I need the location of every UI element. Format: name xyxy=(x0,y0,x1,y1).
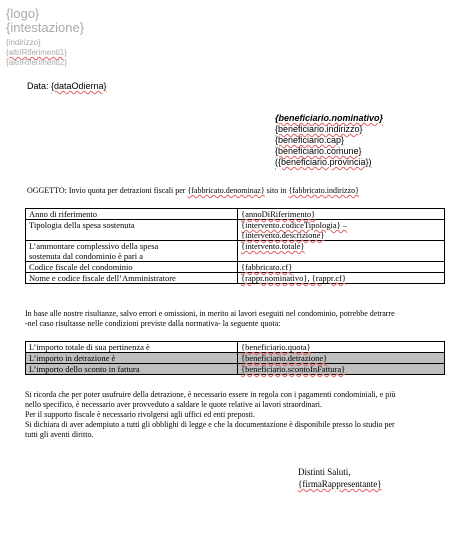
paragraph-note-line: Si ricorda che per poter usufruire della detrazione, è necessario essere in regola con i pagamenti condominiali, e più xyxy=(25,390,396,399)
oggetto-indirizzo: {fabbricato.indirizzo} xyxy=(288,186,359,195)
paragraph-note-line: Si dichiara di aver adempiuto a tutti gli obblighi di legge e che la documentazione è disponibile presso lo studio per xyxy=(25,420,395,429)
importi-table xyxy=(25,341,445,375)
table-cell-label: Tipologia della spesa sostenuta xyxy=(26,220,238,241)
table-cell-label: L’importo dello sconto in fattura xyxy=(26,364,238,375)
table-row xyxy=(26,364,445,375)
table-row xyxy=(26,220,445,241)
oggetto-line xyxy=(27,186,359,196)
table-cell-value xyxy=(238,220,445,241)
beneficiario-nominativo: {beneficiario.nominativo} xyxy=(275,113,384,123)
beneficiario-indirizzo: {beneficiario.indirizzo} xyxy=(275,124,363,134)
table-cell-value: {annoDiRiferimento} xyxy=(238,209,445,220)
oggetto-prefix: OGGETTO: Invio quota per detrazioni fiscali per xyxy=(27,186,188,195)
date-label: Data: xyxy=(27,81,52,91)
table-cell-label: Anno di riferimento xyxy=(26,209,238,220)
paragraph-note xyxy=(25,390,396,440)
table-cell-label: Nome e codice fiscale dell’Amministratore xyxy=(26,273,238,284)
date-value: {dataOdierna} xyxy=(51,81,107,91)
indirizzo-placeholder: {indirizzo} xyxy=(6,38,41,47)
paragraph-quota-line2: -nel caso risultasse nelle condizioni previste dalla normativa- la seguente quota: xyxy=(25,319,281,328)
intestazione-placeholder: {intestazione} xyxy=(6,20,85,35)
riferimenti-table xyxy=(25,208,445,284)
table-row xyxy=(26,353,445,364)
table-cell-value: {beneficiario.quota} xyxy=(238,342,445,353)
paragraph-note-line: Per il supporto fiscale è necessario rivolgersi agli uffici ed enti preposti. xyxy=(25,410,256,419)
table-row xyxy=(26,209,445,220)
table-row xyxy=(26,342,445,353)
table-cell-value: {intervento.totale} xyxy=(238,241,445,262)
beneficiario-comune: {beneficiario.comune} xyxy=(275,146,362,156)
paragraph-quota xyxy=(25,309,395,329)
paragraph-note-line: nello specifico, è necessario aver provveduto a saldare le quote relative ai lavori straordinari. xyxy=(25,400,322,409)
table-row xyxy=(26,273,445,284)
table-cell-value: {fabbricato.cf} xyxy=(238,262,445,273)
table-row xyxy=(26,262,445,273)
tipologia-descrizione: {intervento.descrizione} xyxy=(241,230,325,240)
altri-riferimenti2-placeholder: {altriRiferimenti2} xyxy=(6,58,67,67)
altri-riferimenti1-placeholder xyxy=(6,48,67,57)
beneficiario-provincia: ({beneficiario.provincia}) xyxy=(275,157,372,167)
oggetto-middle: sito in xyxy=(264,186,289,195)
table-cell-value: {rappr.nominativo}, {rappr.cf} xyxy=(238,273,445,284)
table-cell-label: L’importo in detrazione è xyxy=(26,353,238,364)
altri-riferimenti1-text: {altriRiferimenti1} xyxy=(6,48,67,57)
paragraph-quota-line1: In base alle nostre risultanze, salvo errori e omissioni, in merito ai lavori eseguiti nel condominio, potrebbe detrarre xyxy=(25,309,395,318)
ammontare-label-1: L’ammontare complessivo della spesa xyxy=(29,241,159,251)
ammontare-label-2: sostenuta dal condominio è pari a xyxy=(29,251,144,261)
beneficiario-cap: {beneficiario.cap} xyxy=(275,135,345,145)
table-cell-label xyxy=(26,241,238,262)
table-cell-value: {beneficiario.scontoInFattura} xyxy=(238,364,445,375)
table-row xyxy=(26,241,445,262)
paragraph-note-line: tutti gli aventi diritto. xyxy=(25,430,94,439)
closing-firma: {firmaRappresentante} xyxy=(298,479,382,489)
tipologia-codice: {intervento.codiceTipologia} – xyxy=(241,220,348,230)
closing-saluti: Distinti Saluti, xyxy=(298,467,351,477)
date-line xyxy=(27,81,107,91)
oggetto-denominaz: {fabbricato.denominaz} xyxy=(187,186,265,195)
table-cell-label: L’importo totale di sua pertinenza è xyxy=(26,342,238,353)
beneficiario-block xyxy=(275,113,383,168)
table-cell-label: Codice fiscale del condominio xyxy=(26,262,238,273)
logo-placeholder: {logo} xyxy=(6,6,40,21)
table-cell-value: {beneficiario.detrazione} xyxy=(238,353,445,364)
